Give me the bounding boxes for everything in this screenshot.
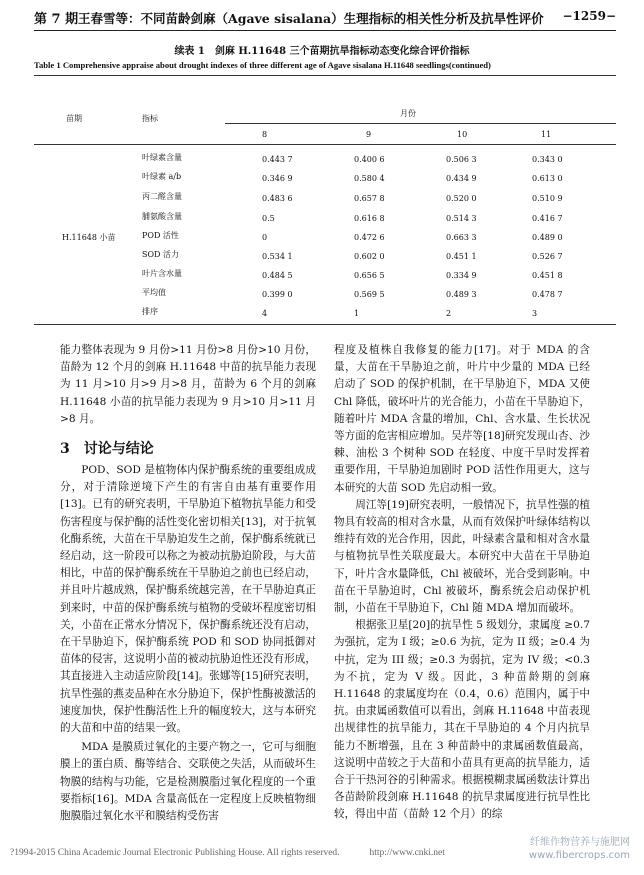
- table-caption-en: Table 1 Comprehensive appraise about drought indexes of three different age of Agave sisalana H.11648 seedlings(continued): [34, 60, 491, 70]
- issue-number: 第 7 期: [34, 12, 79, 27]
- row-name: SOD 活力: [142, 250, 179, 259]
- month-11: 11: [541, 130, 552, 139]
- cell: 0.5: [262, 214, 275, 223]
- cell: 3: [532, 309, 538, 318]
- watermark-line2: www.fibercrops.com: [528, 850, 630, 861]
- cell: 0.510 9: [532, 194, 563, 203]
- cell: 0.580 4: [354, 174, 385, 183]
- cell: 0.334 9: [446, 271, 477, 280]
- running-title: 王春雪等：不同苗龄剑麻（Agave sisalana）生理指标的相关性分析及抗旱性评价: [78, 11, 544, 26]
- month-10: 10: [457, 130, 468, 139]
- row-name: 丙二醛含量: [142, 192, 182, 201]
- page-number: −1259−: [562, 9, 616, 23]
- watermark-line1: 纤维作物营养与施肥网: [530, 837, 630, 848]
- cell: 0: [262, 233, 268, 242]
- paragraph: 周江等[19]研究表明，一般情况下，抗旱性强的植物具有较高的相对含水量，从而有效保护叶绿体结构以维持有效的光合作用，因此，叶绿素含量和相对含水量与植物抗旱性关联度最大。本研究中大苗在干旱胁迫下，叶片含水量降低，Chl 被破坏，光合受到影响。中苗在干旱胁迫时，Chl 被破坏，酶系统会启动保护机制，小苗在干旱胁迫下，Chl 随 MDA 增加而破坏。: [334, 498, 590, 615]
- cell: 0.613 0: [532, 174, 563, 183]
- footer: [10, 848, 445, 858]
- cell: 0.534 1: [262, 252, 293, 261]
- cell: 0.514 3: [446, 214, 477, 223]
- header-bottom-rule: [34, 144, 616, 145]
- watermark: [529, 836, 630, 862]
- copyright-text: ?1994-2015 China Academic Journal Electronic Publishing House. All rights reserved.: [10, 848, 340, 858]
- cell: 2: [446, 309, 452, 318]
- paragraph: POD、SOD 是植物体内保护酶系统的重要组成成分，对于清除逆境下产生的有害自由基有重要作用[13]。已有的研究表明，干旱胁迫下植物抗旱能力和受伤害程度与保护酶的活性变化密切相关[13]，对于抗氧化酶系统，大苗在干旱胁迫发生之前，保护酶系统就已经启动，这一阶段可以称之为被动抗胁迫阶段，与大苗相比，中苗的保护酶系统在干旱胁迫之前也已经启动，并且叶片越成熟，保护酶系统越完善，在干旱胁迫真正到来时，中苗的保护酶系统与植物的受破坏程度密切相关，小苗在正常水分情况下，保护酶系统还没有启动，在干旱胁迫下，保护酶系统 POD 和 SOD 协同抵御对苗体的侵害，这说明小苗的被动抗胁迫性还没有形成，其直接进入主动适应阶段[14]。张娜等[15]研究表明，抗旱性强的燕麦品种在水分胁迫下，保护性酶被激活的速度加快，保护性酶活性上升的幅度较大，这与本研究的大苗和中苗的结果一致。: [60, 464, 316, 735]
- cell: 0.399 0: [262, 290, 293, 299]
- cell: 0.506 3: [446, 155, 477, 164]
- cell: 0.526 7: [532, 252, 563, 261]
- cell: 0.472 6: [354, 233, 385, 242]
- left-intro: 能力整体表现为 9 月份>11 月份>8 月份>10 月份，苗龄为 12 个月的剑麻 H.11648 中苗的抗旱能力表现为 11 月>10 月>9 月>8 月，苗龄为 6 个月的剑麻 H.11648 小苗的抗旱能力表现为 9 月>10 月>11 月>8 月。: [60, 344, 316, 425]
- paragraph: MDA 是膜质过氧化的主要产物之一，它可与细胞膜上的蛋白质、酶等结合、交联使之失活，从而破坏生物膜的结构与功能，它是检测膜脂过氧化程度的一个重要指标[16]。MDA 含量高低在一定程度上反映植物细胞膜脂过氧化水平和膜结构受伤害: [60, 741, 316, 823]
- cell: 0.416 7: [532, 214, 563, 223]
- col-header-index: 指标: [142, 114, 158, 123]
- col-header-seedling: 苗期: [66, 114, 82, 123]
- footer-url: http://www.cnki.net: [369, 848, 445, 858]
- running-header: [34, 8, 616, 28]
- cell: 0.663 3: [446, 233, 477, 242]
- table-top-rule: [34, 75, 616, 76]
- table-bottom-rule: [34, 324, 616, 325]
- cell: 0.569 5: [354, 290, 385, 299]
- cell: 0.602 0: [354, 252, 385, 261]
- month-8: 8: [262, 130, 268, 139]
- cell: 0.484 5: [262, 271, 293, 280]
- row-name: 叶绿素 a/b: [142, 172, 182, 181]
- group-label: H.11648 小苗: [62, 233, 116, 242]
- row-name: POD 活性: [142, 231, 179, 240]
- row-name: 叶绿素含量: [142, 153, 182, 162]
- cell: 0.520 0: [446, 194, 477, 203]
- cell: 0.343 0: [532, 155, 563, 164]
- month-9: 9: [366, 130, 372, 139]
- cell: 0.483 6: [262, 194, 293, 203]
- cell: 0.434 9: [446, 174, 477, 183]
- row-name: 排序: [142, 307, 158, 316]
- cell: 0.451 1: [446, 252, 477, 261]
- cell: 0.616 8: [354, 214, 385, 223]
- cell: 0.657 8: [354, 194, 385, 203]
- paragraph: 程度及植株自我修复的能力[17]。对于 MDA 的含量，大苗在干旱胁迫之前，叶片中少量的 MDA 已经启动了 SOD 的保护机制，在干旱胁迫下，MDA 又使 Chl 降低，破坏叶片的光合能力，小苗在干旱胁迫下，随着叶片 MDA 含量的增加，Chl、含水量、生长状况等方面的危害相应增加。吴芹等[18]研究发现山杏、沙棘、油松 3 个树种 SOD 在轻度、中度干旱时发挥着重要作用，干旱胁迫加剧时 POD 活性作用更大，这与本研究的大苗 SOD 先启动相一致。: [334, 344, 590, 494]
- col-header-month: 月份: [400, 109, 416, 118]
- cell: 4: [262, 309, 268, 318]
- cell: 0.443 7: [262, 155, 293, 164]
- cell: 1: [354, 309, 360, 318]
- month-rule: [225, 123, 616, 124]
- left-column-body: [60, 462, 316, 825]
- row-name: 脯氨酸含量: [142, 212, 182, 221]
- row-name: 平均值: [142, 288, 166, 297]
- cell: 0.400 6: [354, 155, 385, 164]
- row-name: 叶片含水量: [142, 269, 182, 278]
- header-rule: [34, 30, 616, 31]
- cell: 0.489 0: [532, 233, 563, 242]
- table-caption-cn: 续表 1 剑麻 H.11648 三个苗期抗旱指标动态变化综合评价指标: [174, 46, 470, 57]
- cell: 0.451 8: [532, 271, 563, 280]
- cell: 0.478 7: [532, 290, 563, 299]
- section-heading: 3 讨论与结论: [60, 441, 154, 457]
- cell: 0.489 3: [446, 290, 477, 299]
- right-column-body: [334, 342, 590, 824]
- cell: 0.346 9: [262, 174, 293, 183]
- cell: 0.656 5: [354, 271, 385, 280]
- paragraph: 根据张卫星[20]的抗旱性 5 级划分，隶属度 ≥0.7 为强抗，定为 I 级；≥0.6 为抗，定为 II 级；≥0.4 为中抗，定为 III 级；≥0.3 为弱抗，定为 IV 级；<0.3 为不抗，定为 V 级。因此，3 种苗龄期的剑麻 H.11648 的隶属度均在（0.4，0.6）范围内，属于中抗。由隶属函数值可以看出，剑麻 H.11648 中苗表现出规律性的抗旱能力，其在干旱胁迫的 4 个月内抗旱能力不断增强，且在 3 种苗龄中的隶属函数值最高，这说明中苗较之于大苗和小苗具有更高的抗旱能力，适合于干热河谷的引种需求。根据模糊隶属函数法计算出各苗龄阶段剑麻 H.11648 的抗旱隶属度进行抗旱性比较，得出中苗（苗龄 12 个月）的综: [334, 619, 590, 821]
